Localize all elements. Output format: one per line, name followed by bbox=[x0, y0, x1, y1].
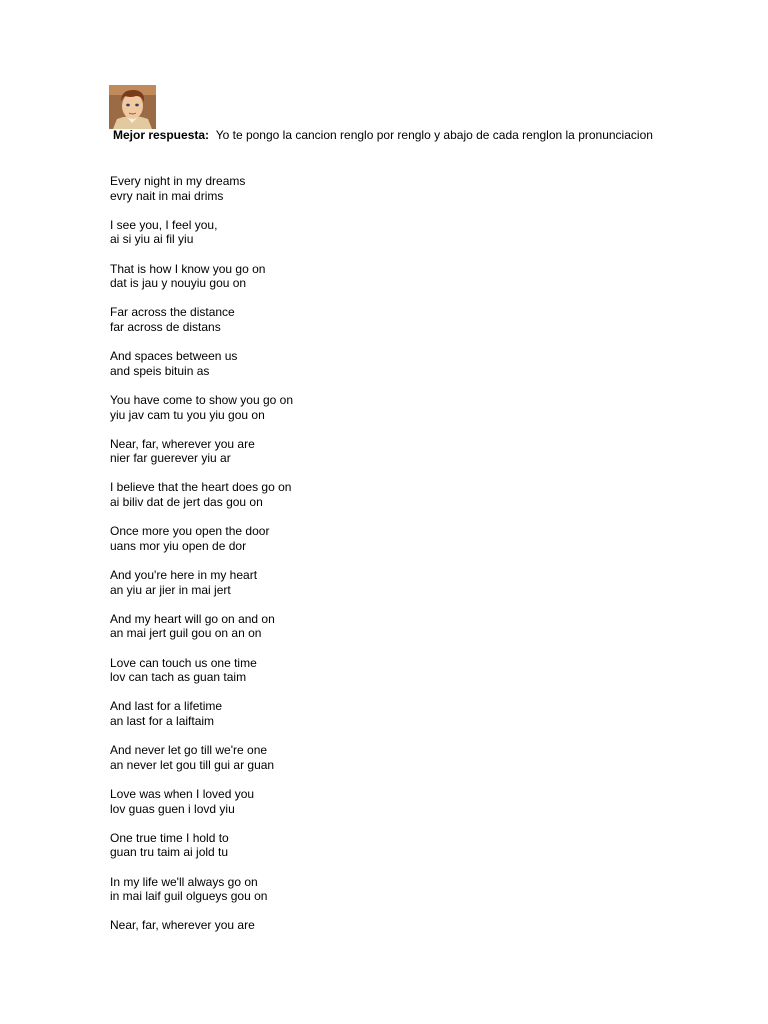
lyric-stanza bbox=[110, 218, 670, 247]
lyric-stanza bbox=[110, 524, 670, 553]
lyric-pronunciation-line: yiu jav cam tu you yiu gou on bbox=[110, 407, 265, 422]
lyric-original-line: And you're here in my heart bbox=[110, 568, 258, 583]
lyric-pronunciation-line: an yiu ar jier in mai jert bbox=[110, 582, 231, 597]
lyric-original-line: Near, far, wherever you are bbox=[110, 918, 255, 933]
lyric-original-line: Far across the distance bbox=[110, 305, 235, 320]
lyric-stanza bbox=[110, 480, 670, 509]
lyric-stanza bbox=[110, 875, 670, 904]
lyrics-list bbox=[110, 174, 670, 947]
lyric-original-line: You have come to show you go on bbox=[110, 392, 294, 407]
lyric-original-line: Near, far, wherever you are bbox=[110, 436, 255, 451]
lyric-stanza bbox=[110, 349, 670, 378]
lyric-original-line: That is how I know you go on bbox=[110, 261, 266, 276]
lyric-original-line: And never let go till we're one bbox=[110, 743, 268, 758]
lyric-original-line: One true time I hold to bbox=[110, 830, 229, 845]
lyric-original-line: And my heart will go on and on bbox=[110, 611, 275, 626]
best-answer-intro bbox=[110, 128, 670, 143]
lyric-stanza bbox=[110, 656, 670, 685]
lyric-stanza bbox=[110, 918, 670, 933]
avatar-portrait-icon bbox=[109, 85, 156, 129]
lyric-pronunciation-line: far across de distans bbox=[110, 319, 221, 334]
lyric-original-line: I see you, I feel you, bbox=[110, 217, 218, 232]
lyric-original-line: And spaces between us bbox=[110, 349, 238, 364]
lyric-stanza bbox=[110, 437, 670, 466]
lyric-pronunciation-line: uans mor yiu open de dor bbox=[110, 538, 247, 553]
lyric-original-line: And last for a lifetime bbox=[110, 699, 223, 714]
lyric-pronunciation-line: an never let gou till gui ar guan bbox=[110, 757, 275, 772]
lyric-pronunciation-line: dat is jau y nouyiu gou on bbox=[110, 276, 247, 291]
lyric-stanza bbox=[110, 831, 670, 860]
lyric-original-line: Every night in my dreams bbox=[110, 174, 246, 188]
lyric-pronunciation-line: in mai laif guil olgueys gou on bbox=[110, 889, 268, 904]
lyric-pronunciation-line: and speis bituin as bbox=[110, 363, 210, 378]
lyric-original-line: I believe that the heart does go on bbox=[110, 480, 292, 495]
lyric-pronunciation-line: evry nait in mai drims bbox=[110, 188, 224, 203]
lyric-stanza bbox=[110, 393, 670, 422]
best-answer-text: Yo te pongo la cancion renglo por renglo y abajo de cada renglon la pronunciacion bbox=[215, 128, 653, 142]
lyric-stanza bbox=[110, 305, 670, 334]
lyric-pronunciation-line: nier far guerever yiu ar bbox=[110, 451, 231, 466]
lyric-stanza bbox=[110, 174, 670, 203]
lyric-original-line: In my life we'll always go on bbox=[110, 874, 258, 889]
lyric-stanza bbox=[110, 787, 670, 816]
lyric-stanza bbox=[110, 568, 670, 597]
lyric-pronunciation-line: ai si yiu ai fil yiu bbox=[110, 232, 194, 247]
lyric-pronunciation-line: lov can tach as guan taim bbox=[110, 670, 247, 685]
user-avatar bbox=[109, 85, 156, 129]
lyric-original-line: Love can touch us one time bbox=[110, 655, 257, 670]
lyric-stanza bbox=[110, 699, 670, 728]
lyric-pronunciation-line: ai biliv dat de jert das gou on bbox=[110, 495, 263, 510]
lyric-stanza bbox=[110, 743, 670, 772]
lyric-original-line: Love was when I loved you bbox=[110, 786, 255, 801]
lyric-pronunciation-line: an last for a laiftaim bbox=[110, 713, 215, 728]
lyric-pronunciation-line: guan tru taim ai jold tu bbox=[110, 845, 229, 860]
lyric-stanza bbox=[110, 262, 670, 291]
lyric-stanza bbox=[110, 612, 670, 641]
best-answer-label: Mejor respuesta: bbox=[113, 128, 210, 142]
lyric-original-line: Once more you open the door bbox=[110, 524, 270, 539]
lyric-pronunciation-line: an mai jert guil gou on an on bbox=[110, 626, 262, 641]
lyric-pronunciation-line: lov guas guen i lovd yiu bbox=[110, 801, 235, 816]
